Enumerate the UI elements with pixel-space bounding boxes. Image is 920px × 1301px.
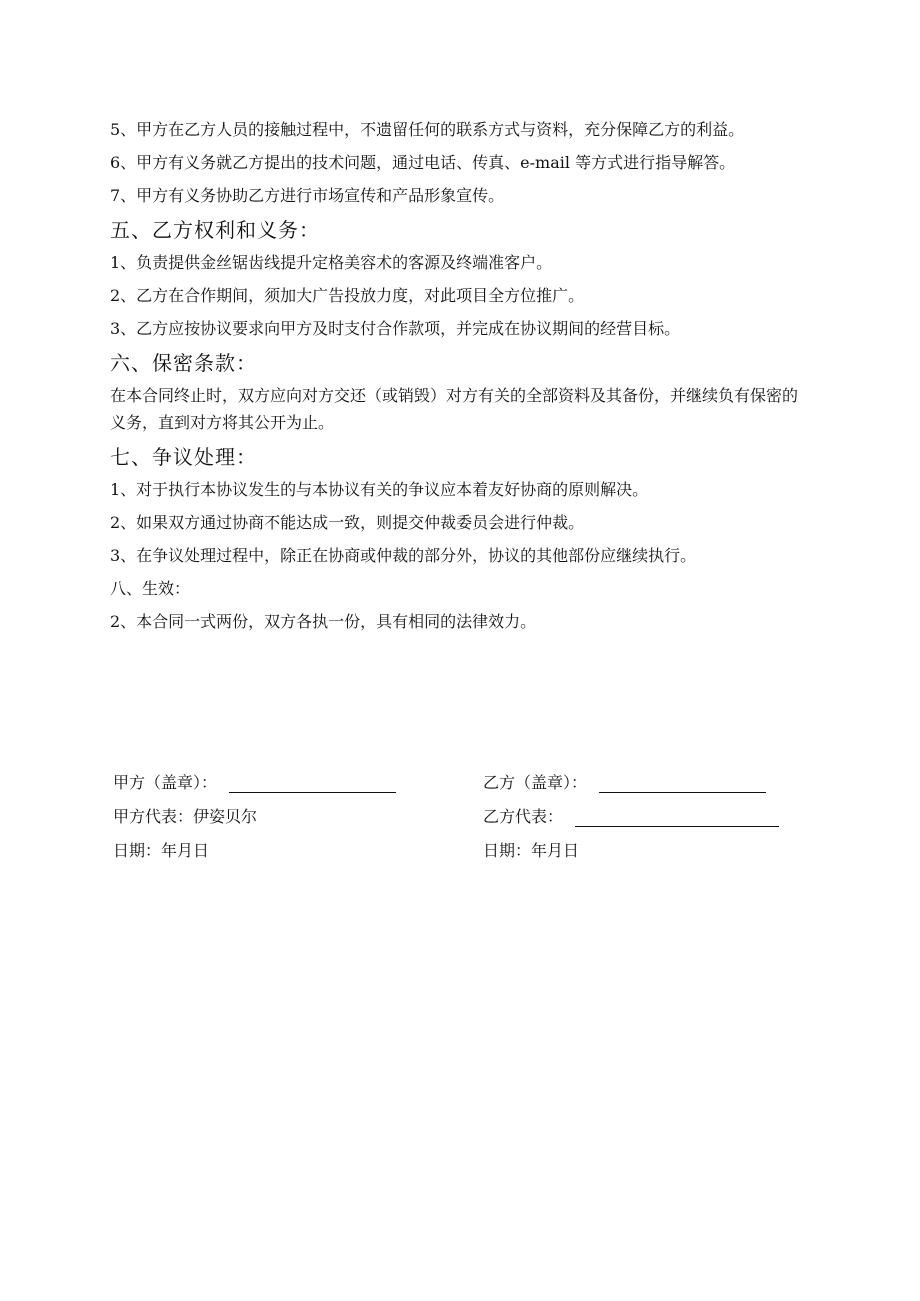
section-heading-dispute: 七、争议处理： bbox=[110, 445, 257, 469]
effectiveness-clause: 2、本合同一式两份，双方各执一份，具有相同的法律效力。 bbox=[110, 612, 537, 631]
party-b-rep-line bbox=[575, 808, 779, 827]
section-heading-effectiveness: 八、生效： bbox=[110, 579, 191, 598]
party-a-date: 日期：年月日 bbox=[113, 841, 210, 860]
dispute-clause-1: 1、对于执行本协议发生的与本协议有关的争议应本着友好协商的原则解决。 bbox=[110, 480, 649, 499]
party-a-rep: 甲方代表：伊姿贝尔 bbox=[113, 807, 258, 826]
party-b-date: 日期：年月日 bbox=[483, 841, 580, 860]
clause-b2: 2、乙方在合作期间，须加大广告投放力度，对此项目全方位推广。 bbox=[110, 286, 585, 305]
section-heading-party-b-rights: 五、乙方权利和义务： bbox=[110, 218, 320, 242]
dispute-clause-3: 3、在争议处理过程中，除正在协商或仲裁的部分外，协议的其他部份应继续执行。 bbox=[110, 546, 697, 565]
party-b-seal bbox=[483, 770, 766, 793]
clause-a6: 6、甲方有义务就乙方提出的技术问题，通过电话、传真、e-mail 等方式进行指导解答。 bbox=[110, 153, 736, 172]
party-a-seal-line bbox=[229, 774, 396, 793]
party-b-rep bbox=[483, 804, 779, 827]
party-b-seal-line bbox=[599, 774, 766, 793]
contract-page bbox=[110, 116, 810, 641]
dispute-clause-2: 2、如果双方通过协商不能达成一致，则提交仲裁委员会进行仲裁。 bbox=[110, 513, 585, 532]
clause-b3: 3、乙方应按协议要求向甲方及时支付合作款项，并完成在协议期间的经营目标。 bbox=[110, 319, 681, 338]
signature-block bbox=[113, 770, 793, 872]
clause-a5: 5、甲方在乙方人员的接触过程中，不遗留任何的联系方式与资料，充分保障乙方的利益。 bbox=[110, 120, 745, 139]
confidentiality-body: 在本合同终止时，双方应向对方交还（或销毁）对方有关的全部资料及其备份，并继续负有保密的义务，直到对方将其公开为止。 bbox=[110, 386, 799, 432]
party-a-seal-label: 甲方（盖章）： bbox=[113, 773, 218, 792]
party-b-rep-label: 乙方代表： bbox=[483, 807, 564, 826]
party-b-seal-label: 乙方（盖章）： bbox=[483, 773, 588, 792]
clause-a7: 7、甲方有义务协助乙方进行市场宣传和产品形象宣传。 bbox=[110, 186, 505, 205]
date-row bbox=[113, 838, 793, 872]
clause-b1: 1、负责提供金丝锯齿线提升定格美容术的客源及终端准客户。 bbox=[110, 253, 553, 272]
seal-row bbox=[113, 770, 793, 804]
section-heading-confidentiality: 六、保密条款： bbox=[110, 351, 257, 375]
party-a-seal bbox=[113, 770, 396, 793]
representative-row bbox=[113, 804, 793, 838]
